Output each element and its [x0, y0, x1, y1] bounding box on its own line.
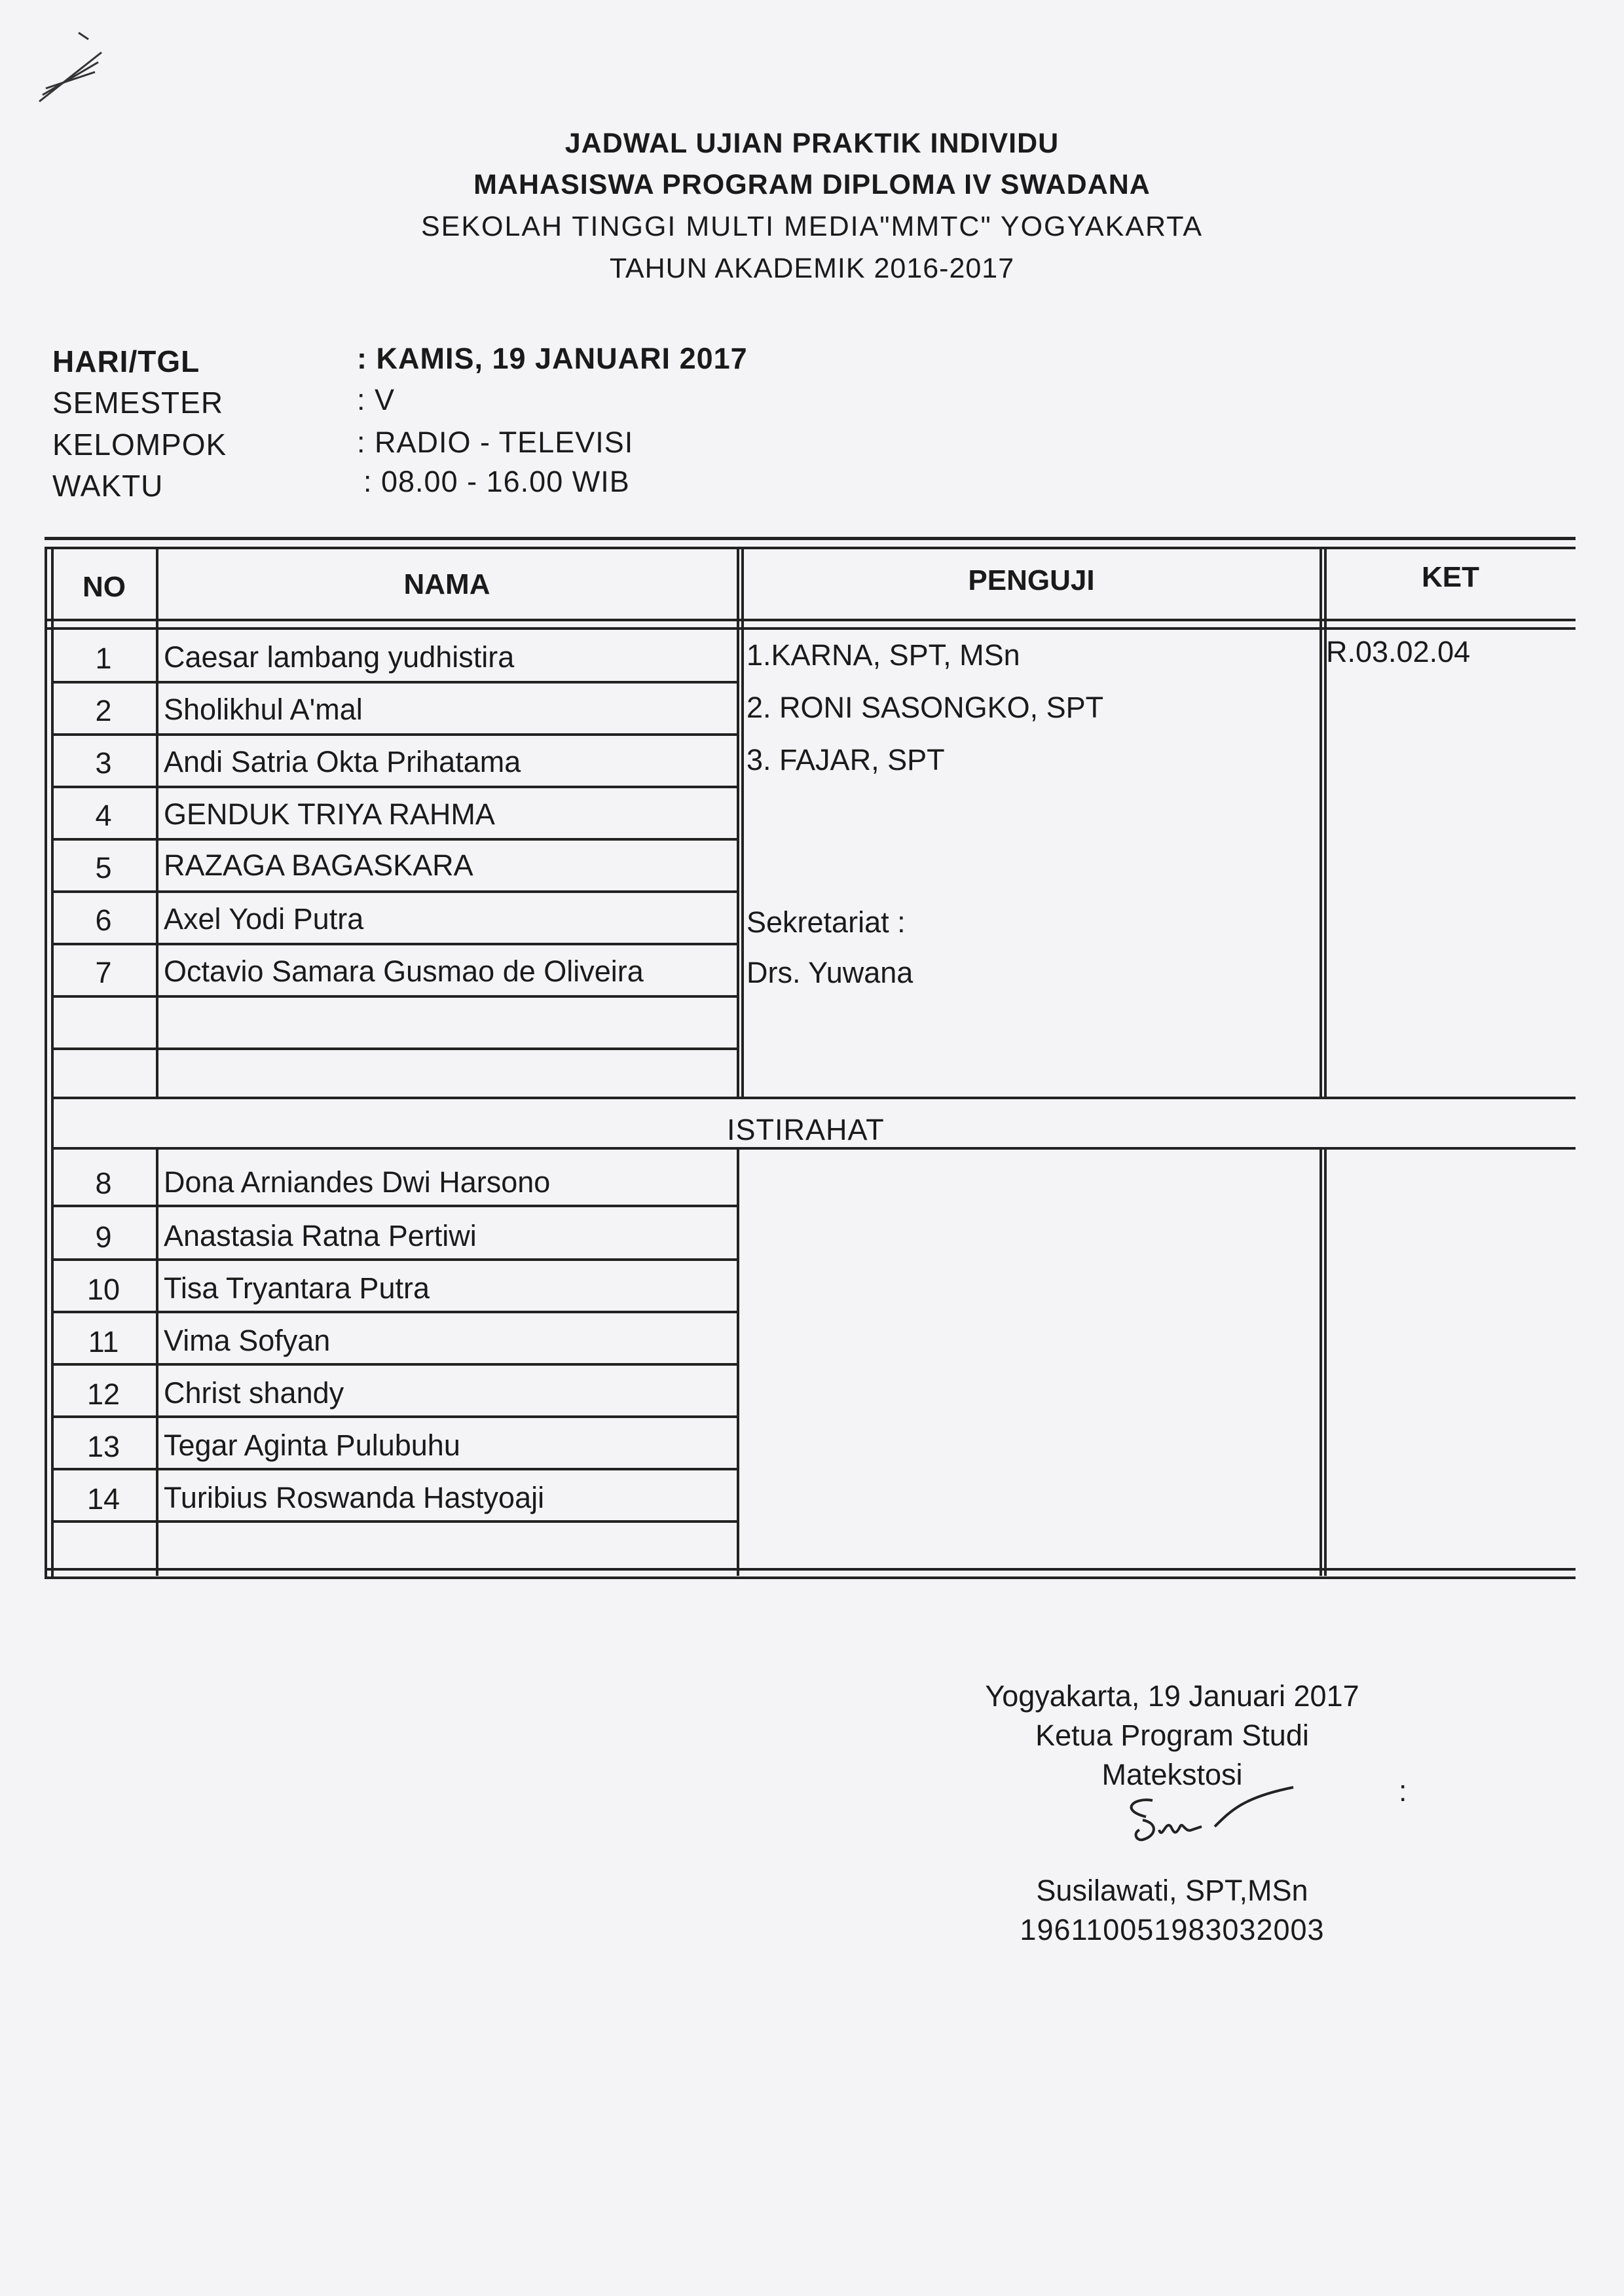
header-ket: KET	[1422, 561, 1479, 593]
row-no: 10	[86, 1273, 120, 1306]
penguji-2: 2. RONI SASONGKO, SPT	[747, 691, 1104, 724]
info-label-time: WAKTU	[52, 469, 164, 503]
row-no: 1	[95, 642, 112, 675]
header-nama: NAMA	[403, 568, 490, 600]
info-value-semester: : V	[357, 383, 396, 416]
penguji-1: 1.KARNA, SPT, MSn	[747, 638, 1020, 672]
academic-year: TAHUN AKADEMIK 2016-2017	[609, 253, 1015, 284]
row-no: 3	[95, 746, 112, 780]
doc-subtitle: MAHASISWA PROGRAM DIPLOMA IV SWADANA	[473, 169, 1151, 200]
header-no: NO	[83, 571, 126, 603]
row-nama: Turibius Roswanda Hastyoaji	[164, 1481, 545, 1514]
row-no: 2	[95, 694, 112, 727]
penguji-3: 3. FAJAR, SPT	[747, 743, 945, 776]
doc-title: JADWAL UJIAN PRAKTIK INDIVIDU	[564, 128, 1060, 159]
row-no: 6	[95, 903, 112, 937]
row-no: 5	[95, 851, 112, 884]
row-nama: Caesar lambang yudhistira	[164, 640, 515, 674]
info-value-day: : KAMIS, 19 JANUARI 2017	[357, 342, 748, 375]
row-no: 14	[86, 1482, 120, 1516]
row-nama: RAZAGA BAGASKARA	[164, 848, 473, 882]
stray-mark: :	[1399, 1774, 1407, 1808]
row-nama: Tisa Tryantara Putra	[164, 1271, 430, 1305]
row-no: 11	[88, 1325, 119, 1358]
break-label: ISTIRAHAT	[727, 1113, 885, 1146]
row-nama: Anastasia Ratna Pertiwi	[164, 1219, 477, 1252]
info-value-time: : 08.00 - 16.00 WIB	[363, 465, 630, 498]
signature-nip: 196110051983032003	[1020, 1913, 1325, 1946]
signature-department: Matekstosi	[1101, 1758, 1243, 1791]
info-label-day: HARI/TGL	[52, 344, 200, 378]
row-no: 8	[95, 1167, 112, 1200]
row-nama: Andi Satria Okta Prihatama	[164, 745, 521, 778]
row-no: 4	[95, 799, 112, 832]
row-nama: Sholikhul A'mal	[164, 693, 363, 726]
info-label-semester: SEMESTER	[52, 386, 224, 420]
sekretariat-name: Drs. Yuwana	[747, 956, 913, 989]
row-no: 12	[86, 1377, 120, 1411]
sekretariat-label: Sekretariat :	[747, 905, 906, 939]
row-no: 7	[95, 956, 112, 989]
row-nama: Christ shandy	[164, 1376, 344, 1410]
header-penguji: PENGUJI	[968, 564, 1095, 596]
row-nama: GENDUK TRIYA RAHMA	[164, 797, 495, 831]
signature-position: Ketua Program Studi	[1035, 1719, 1309, 1752]
row-nama: Vima Sofyan	[164, 1324, 331, 1357]
institution-name: SEKOLAH TINGGI MULTI MEDIA"MMTC" YOGYAKARTA	[420, 211, 1204, 242]
row-nama: Tegar Aginta Pulubuhu	[164, 1429, 460, 1462]
handwritten-signature	[1107, 1781, 1303, 1866]
signature-name: Susilawati, SPT,MSn	[1036, 1874, 1308, 1907]
row-nama: Dona Arniandes Dwi Harsono	[164, 1165, 551, 1199]
row-no: 9	[95, 1220, 112, 1254]
row-nama: Octavio Samara Gusmao de Oliveira	[164, 955, 644, 988]
info-label-group: KELOMPOK	[52, 428, 227, 462]
signature-place-date: Yogyakarta, 19 Januari 2017	[985, 1679, 1359, 1713]
corner-scratch-marks	[33, 26, 111, 111]
row-no: 13	[86, 1430, 120, 1463]
ket-room: R.03.02.04	[1326, 635, 1471, 668]
row-nama: Axel Yodi Putra	[164, 902, 364, 936]
info-value-group: : RADIO - TELEVISI	[357, 426, 634, 459]
